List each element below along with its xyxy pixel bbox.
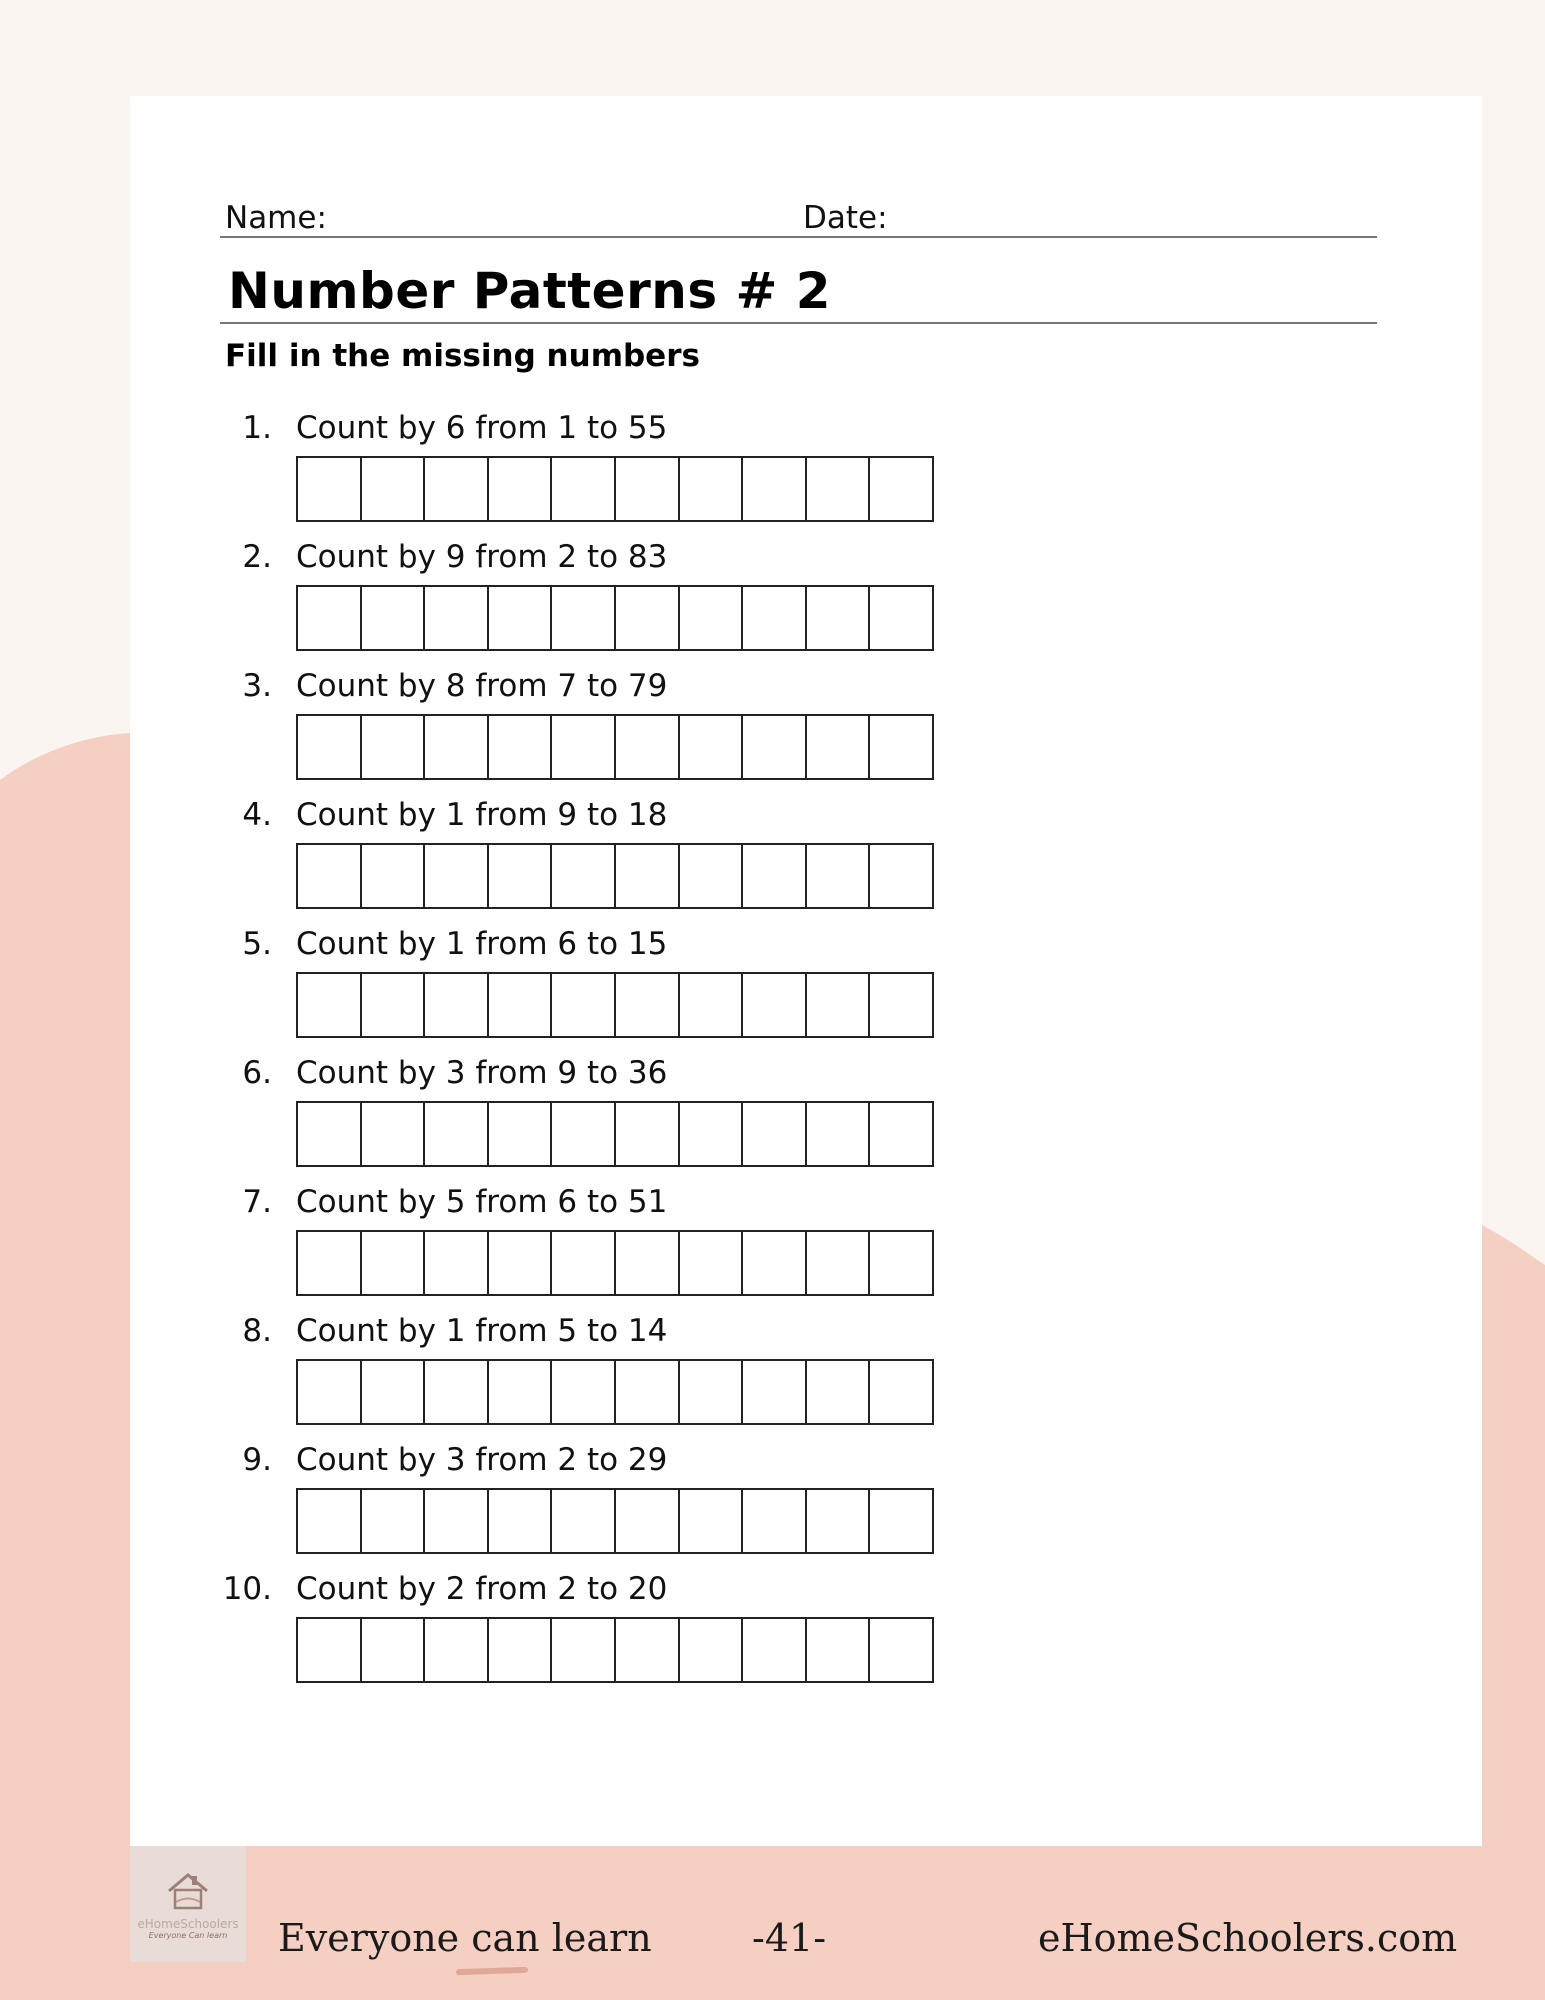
answer-box[interactable]: [489, 587, 553, 649]
answer-boxes: [296, 1230, 934, 1296]
answer-boxes: [296, 1101, 934, 1167]
answer-box[interactable]: [680, 1490, 744, 1552]
answer-box[interactable]: [870, 716, 932, 778]
problem-item: [0, 797, 1545, 926]
answer-box[interactable]: [870, 458, 932, 520]
answer-box[interactable]: [680, 1232, 744, 1294]
page-number: -41-: [752, 1916, 827, 1960]
answer-box[interactable]: [489, 1103, 553, 1165]
problem-number: 5.: [242, 926, 272, 962]
problem-text: Count by 8 from 7 to 79: [296, 668, 668, 704]
answer-box[interactable]: [425, 458, 489, 520]
answer-box[interactable]: [298, 716, 362, 778]
problem-text: Count by 6 from 1 to 55: [296, 410, 668, 446]
answer-box[interactable]: [298, 1619, 362, 1681]
answer-box[interactable]: [743, 974, 807, 1036]
answer-box[interactable]: [680, 1619, 744, 1681]
answer-box[interactable]: [425, 974, 489, 1036]
answer-box[interactable]: [425, 1232, 489, 1294]
answer-box[interactable]: [680, 716, 744, 778]
answer-box[interactable]: [807, 1361, 871, 1423]
answer-box[interactable]: [298, 974, 362, 1036]
page-title: Number Patterns # 2: [228, 262, 832, 320]
problem-item: [0, 1184, 1545, 1313]
answer-box[interactable]: [680, 845, 744, 907]
answer-box[interactable]: [680, 974, 744, 1036]
problem-text: Count by 5 from 6 to 51: [296, 1184, 668, 1220]
answer-box[interactable]: [552, 1490, 616, 1552]
answer-box[interactable]: [680, 587, 744, 649]
slogan-underline: [456, 1967, 528, 1976]
answer-box[interactable]: [616, 1361, 680, 1423]
problem-text: Count by 1 from 5 to 14: [296, 1313, 668, 1349]
problem-number: 8.: [242, 1313, 272, 1349]
answer-box[interactable]: [298, 458, 362, 520]
problem-number: 6.: [242, 1055, 272, 1091]
answer-box[interactable]: [870, 1232, 932, 1294]
answer-box[interactable]: [489, 458, 553, 520]
answer-box[interactable]: [616, 458, 680, 520]
answer-box[interactable]: [616, 1103, 680, 1165]
problem-text: Count by 2 from 2 to 20: [296, 1571, 668, 1607]
answer-box[interactable]: [743, 845, 807, 907]
answer-box[interactable]: [362, 845, 426, 907]
name-label: Name:: [225, 200, 327, 236]
footer-website[interactable]: eHomeSchoolers.com: [1038, 1916, 1458, 1960]
answer-box[interactable]: [425, 845, 489, 907]
name-date-rule: [220, 236, 1377, 238]
house-book-icon: [163, 1869, 213, 1913]
problem-item: [0, 1571, 1545, 1700]
problem-text: Count by 1 from 6 to 15: [296, 926, 668, 962]
problem-number: 3.: [242, 668, 272, 704]
problem-item: [0, 410, 1545, 539]
problem-number: 4.: [242, 797, 272, 833]
answer-box[interactable]: [362, 1490, 426, 1552]
answer-box[interactable]: [362, 458, 426, 520]
answer-box[interactable]: [616, 1232, 680, 1294]
answer-box[interactable]: [616, 1490, 680, 1552]
answer-box[interactable]: [807, 845, 871, 907]
answer-box[interactable]: [616, 587, 680, 649]
answer-box[interactable]: [425, 1103, 489, 1165]
problem-item: [0, 1313, 1545, 1442]
answer-boxes: [296, 972, 934, 1038]
logo-tagline: Everyone Can learn: [148, 1930, 228, 1940]
answer-box[interactable]: [680, 1361, 744, 1423]
answer-box[interactable]: [743, 1232, 807, 1294]
problem-number: 10.: [222, 1571, 272, 1607]
problem-number: 9.: [242, 1442, 272, 1478]
answer-box[interactable]: [743, 716, 807, 778]
answer-box[interactable]: [489, 1361, 553, 1423]
answer-box[interactable]: [362, 974, 426, 1036]
answer-box[interactable]: [870, 1619, 932, 1681]
answer-box[interactable]: [870, 1103, 932, 1165]
answer-boxes: [296, 456, 934, 522]
answer-box[interactable]: [807, 458, 871, 520]
answer-box[interactable]: [807, 974, 871, 1036]
problem-number: 1.: [242, 410, 272, 446]
title-rule: [220, 322, 1377, 324]
answer-box[interactable]: [362, 1619, 426, 1681]
answer-boxes: [296, 585, 934, 651]
answer-box[interactable]: [362, 1361, 426, 1423]
problem-number: 2.: [242, 539, 272, 575]
problem-item: [0, 539, 1545, 668]
problem-item: [0, 1442, 1545, 1571]
answer-box[interactable]: [298, 1361, 362, 1423]
answer-boxes: [296, 1488, 934, 1554]
answer-box[interactable]: [552, 1361, 616, 1423]
problem-item: [0, 1055, 1545, 1184]
answer-box[interactable]: [425, 716, 489, 778]
answer-box[interactable]: [807, 1103, 871, 1165]
answer-box[interactable]: [489, 1619, 553, 1681]
answer-box[interactable]: [552, 587, 616, 649]
answer-box[interactable]: [743, 587, 807, 649]
answer-box[interactable]: [743, 1103, 807, 1165]
answer-box[interactable]: [807, 1619, 871, 1681]
answer-box[interactable]: [362, 716, 426, 778]
answer-box[interactable]: [870, 587, 932, 649]
answer-box[interactable]: [680, 458, 744, 520]
answer-boxes: [296, 1617, 934, 1683]
answer-box[interactable]: [870, 974, 932, 1036]
answer-box[interactable]: [743, 1490, 807, 1552]
answer-box[interactable]: [680, 1103, 744, 1165]
answer-box[interactable]: [743, 458, 807, 520]
answer-box[interactable]: [298, 845, 362, 907]
problem-text: Count by 3 from 2 to 29: [296, 1442, 668, 1478]
answer-box[interactable]: [743, 1361, 807, 1423]
answer-box[interactable]: [552, 716, 616, 778]
answer-box[interactable]: [552, 974, 616, 1036]
answer-boxes: [296, 1359, 934, 1425]
answer-box[interactable]: [616, 845, 680, 907]
instructions: Fill in the missing numbers: [225, 338, 700, 374]
answer-box[interactable]: [552, 1103, 616, 1165]
problem-text: Count by 3 from 9 to 36: [296, 1055, 668, 1091]
answer-box[interactable]: [489, 1232, 553, 1294]
answer-box[interactable]: [298, 587, 362, 649]
answer-box[interactable]: [807, 587, 871, 649]
answer-box[interactable]: [362, 1232, 426, 1294]
answer-box[interactable]: [362, 587, 426, 649]
answer-box[interactable]: [425, 1490, 489, 1552]
answer-box[interactable]: [616, 716, 680, 778]
answer-box[interactable]: [807, 1232, 871, 1294]
answer-box[interactable]: [616, 974, 680, 1036]
problem-text: Count by 9 from 2 to 83: [296, 539, 668, 575]
problem-item: [0, 926, 1545, 1055]
answer-box[interactable]: [425, 587, 489, 649]
problem-item: [0, 668, 1545, 797]
answer-box[interactable]: [807, 1490, 871, 1552]
answer-box[interactable]: [425, 1361, 489, 1423]
footer-slogan: Everyone can learn: [278, 1916, 652, 1960]
answer-box[interactable]: [425, 1619, 489, 1681]
date-label: Date:: [803, 200, 888, 236]
answer-box[interactable]: [552, 458, 616, 520]
problem-number: 7.: [242, 1184, 272, 1220]
answer-boxes: [296, 843, 934, 909]
answer-box[interactable]: [870, 1490, 932, 1552]
answer-box[interactable]: [616, 1619, 680, 1681]
answer-box[interactable]: [552, 1232, 616, 1294]
answer-box[interactable]: [489, 845, 553, 907]
answer-box[interactable]: [552, 845, 616, 907]
footer: [0, 1846, 1545, 2000]
logo-name: eHomeSchoolers: [137, 1916, 239, 1931]
logo: [130, 1846, 246, 1962]
problem-text: Count by 1 from 9 to 18: [296, 797, 668, 833]
answer-box[interactable]: [298, 1490, 362, 1552]
answer-box[interactable]: [489, 1490, 553, 1552]
answer-box[interactable]: [489, 974, 553, 1036]
answer-box[interactable]: [362, 1103, 426, 1165]
answer-box[interactable]: [870, 1361, 932, 1423]
answer-boxes: [296, 714, 934, 780]
answer-box[interactable]: [489, 716, 553, 778]
answer-box[interactable]: [870, 845, 932, 907]
answer-box[interactable]: [743, 1619, 807, 1681]
answer-box[interactable]: [298, 1232, 362, 1294]
answer-box[interactable]: [298, 1103, 362, 1165]
answer-box[interactable]: [552, 1619, 616, 1681]
answer-box[interactable]: [807, 716, 871, 778]
